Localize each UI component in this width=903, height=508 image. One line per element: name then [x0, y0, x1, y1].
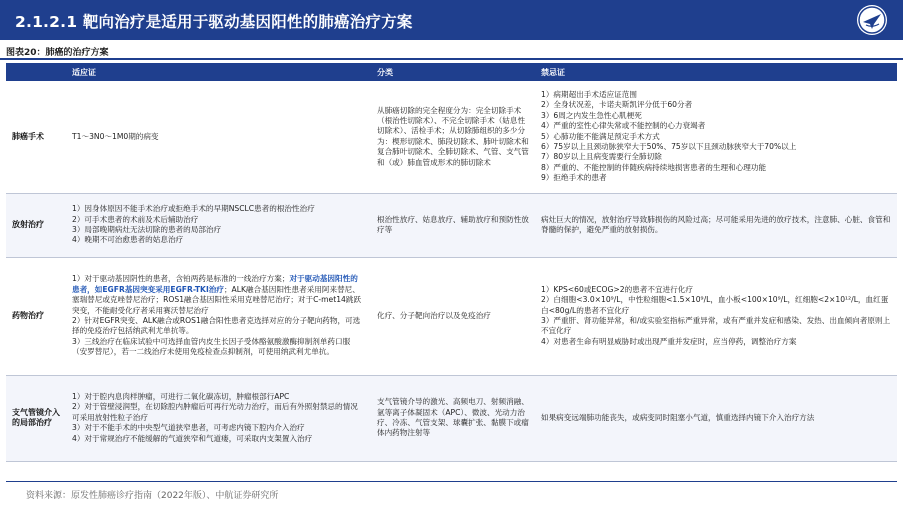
classification-text: 支气管镜介导的激光、高频电刀、射频消融、氩等离子体凝固术（APC）、微波、光动力治疗、冷冻、气管支架、球囊扩张、黏膜下或瘤体内药物注射等 — [377, 397, 529, 438]
indication-item: 2）可手术患者的术前及术后辅助治疗 — [72, 214, 199, 224]
treatment-table — [6, 63, 897, 462]
contraindication-item: 2）全身状况差，卡诺夫斯凯评分低于60分者 — [541, 100, 693, 110]
page-header — [0, 0, 903, 40]
row-category: 药物治疗 — [6, 257, 66, 375]
contraindication-item: 2）白细胞<3.0×10⁹/L，中性粒细胞<1.5×10⁹/L，血小板<100×10⁹/L，红细胞<2×10¹²/L，血红蛋白<80g/L的患者不宜化疗 — [541, 295, 889, 315]
contraindication-item: 6）75岁以上且颈动脉狭窄大于50%、75岁以下且颈动脉狭窄大于70%以上 — [541, 141, 797, 151]
contraindication-item: 5）心肺功能不能满足预定手术方式 — [541, 131, 660, 141]
indication-item: 3）对于不能手术的中央型气道狭窄患者，可考虑内镜下腔内介入治疗 — [72, 423, 305, 433]
table-row — [6, 193, 897, 257]
contraindication-cell — [535, 257, 897, 375]
indication-cell — [66, 193, 371, 257]
contraindication-item: 3）严重肝、肾功能异常，和/或实验室指标严重异常，或有严重并发症和感染、发热、出血倾向者原则上不宜化疗 — [541, 316, 891, 336]
column-header — [6, 63, 66, 81]
caption-divider — [0, 58, 903, 60]
row-category: 支气管镜介入的局部治疗 — [6, 375, 66, 461]
table-row — [6, 81, 897, 193]
figure-caption: 图表20：肺癌的治疗方案 — [6, 48, 109, 58]
contraindication-item: 1）KPS<60或ECOG>2的患者不宜进行化疗 — [541, 284, 693, 294]
table-bottom-divider — [6, 481, 897, 482]
column-header: 适应证 — [66, 63, 371, 81]
column-header: 禁忌证 — [535, 63, 897, 81]
table-row — [6, 257, 897, 375]
source-note: 资料来源：原发性肺癌诊疗指南（2022年版）、中航证券研究所 — [26, 491, 279, 501]
classification-cell — [371, 193, 535, 257]
indication-cell — [66, 81, 371, 193]
classification-cell — [371, 81, 535, 193]
contraindication-text: 病灶巨大的情况，放射治疗导致肺损伤的风险过高；尽可能采用先进的放疗技术，注意肺、心脏、食管和脊髓的保护，避免严重的放射损伤。 — [541, 214, 891, 234]
classification-text: 根治性放疗、姑息放疗、辅助放疗和预防性放疗等 — [377, 214, 529, 234]
indication-cell — [66, 375, 371, 461]
table-header-row — [6, 63, 897, 81]
indication-highlight: 对于驱动基因阳性的患者，如EGFR基因突变采用EGFR-TKI治疗 — [72, 274, 358, 294]
table-row — [6, 375, 897, 461]
page-title: 2.1.2.1 靶向治疗是适用于驱动基因阳性的肺癌治疗方案 — [15, 13, 413, 31]
aviation-logo-icon — [857, 5, 887, 35]
indication-item: 3）三线治疗在临床试验中可选择血管内皮生长因子受体酪氨酸激酶抑制剂单药口服（安罗替尼），若一二线治疗未使用免疫检查点抑制剂，可使用纳武利尤单抗。 — [72, 336, 351, 357]
contraindication-item: 8）严重的、不能控制的伴随疾病持续地损害患者的生理和心理功能 — [541, 162, 767, 172]
indication-item: 3）局部晚期病灶无法切除的患者的局部治疗 — [72, 225, 222, 234]
indication-item: 2）针对EGFR突变、ALK融合或ROS1融合阳性患者克选择对应的分子靶向药物，可选择的免疫治疗包括纳武利尤单抗等。 — [72, 316, 361, 336]
contraindication-item: 9）拒绝手术的患者 — [541, 173, 607, 183]
indication-cell — [66, 257, 371, 375]
column-header: 分类 — [371, 63, 535, 81]
classification-text: 化疗、分子靶向治疗以及免疫治疗 — [377, 310, 491, 320]
row-category: 放射治疗 — [6, 193, 66, 257]
indication-item: 4）晚期不可治愈患者的姑息治疗 — [72, 235, 184, 245]
contraindication-cell — [535, 193, 897, 257]
classification-cell — [371, 375, 535, 461]
indication-item: 1）对于腔内息肉样肿瘤，可进行二氧化碳冻切，肿瘤根部行APC — [72, 391, 290, 401]
indication-item — [72, 274, 365, 316]
indication-text: 1）对于驱动基因阴性的患者，含铂两药是标准的一线治疗方案； — [72, 274, 290, 284]
contraindication-cell — [535, 375, 897, 461]
contraindication-item: 1）病期超出手术适应证范围 — [541, 89, 637, 99]
contraindication-item: 7）80岁以上且病变需要行全肺切除 — [541, 152, 662, 162]
contraindication-cell — [535, 81, 897, 193]
indication-item: 1）因身体原因不能手术治疗或拒绝手术的早期NSCLC患者的根治性治疗 — [72, 204, 315, 214]
indication-item: 4）对于常规治疗不能缓解的气道狭窄和气道瘘，可采取内支架置入治疗 — [72, 433, 313, 443]
indication-text: ；ALK融合基因阳性患者采用阿来替尼、塞瑞替尼或克唑替尼治疗；ROS1融合基因阳性采用克唑替尼治疗；对于C-met14跳跃突变，不能耐受化疗者采用赛沃替尼治疗 — [72, 284, 362, 315]
contraindication-text: 如果病变远端肺功能丧失，或病变同时阻塞小气道，慎重选择内镜下介入治疗方法 — [541, 412, 815, 422]
classification-text: 从肺癌切除的完全程度分为：完全切除手术（根治性切除术）、不完全切除手术（姑息性切除术）、活检手术；从切除肺组织的多少分为：楔形切除术、肺段切除术、肺叶切除术和复合肺叶切除术、全肺切除术、气管、支气管和（或）肺血管成形术的肺切除术 — [377, 105, 529, 167]
classification-cell — [371, 257, 535, 375]
indication-text: T1～3N0～1M0期的病变 — [72, 131, 159, 141]
indication-item: 2）对于管壁浸润型，在切除腔内肿瘤后可再行光动力治疗，而后有外照射禁忌的情况可采用放射性粒子治疗 — [72, 402, 358, 422]
contraindication-item: 4）对患者生命有明显威胁时或出现严重并发症时，应当停药，调整治疗方案 — [541, 336, 797, 346]
contraindication-item: 3）6周之内发生急性心肌梗死 — [541, 110, 642, 120]
contraindication-item: 4）严重的室性心律失常或不能控制的心力衰竭者 — [541, 121, 706, 131]
row-category: 肺癌手术 — [6, 81, 66, 193]
